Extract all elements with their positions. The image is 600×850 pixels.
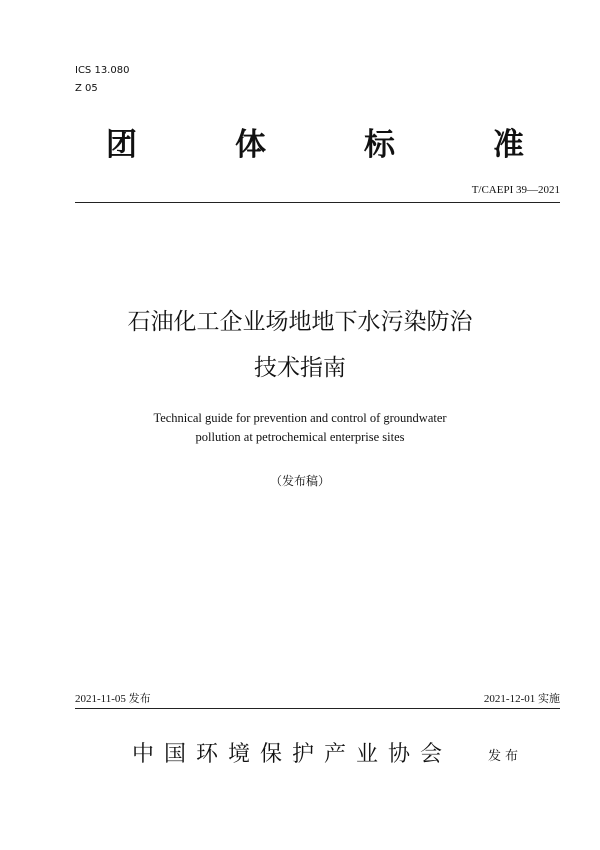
english-title-line-2: pollution at petrochemical enterprise sites <box>195 430 405 444</box>
category-char-3: 标 <box>364 127 395 163</box>
chinese-title-line-2: 技术指南 <box>254 355 346 381</box>
english-title-line-1: Technical guide for prevention and control of groundwater <box>153 411 447 425</box>
implement-date: 2021-12-01 实施 <box>483 693 560 705</box>
standard-category-heading <box>106 128 524 162</box>
draft-status: （发布稿） <box>269 474 330 488</box>
category-char-1: 团 <box>106 127 137 163</box>
chinese-title-line-1: 石油化工企业场地地下水污染防治 <box>127 309 473 335</box>
ics-code: ICS 13.080 <box>75 65 130 76</box>
publisher-name: 中国环境保护产业协会 <box>132 742 453 767</box>
top-divider <box>75 202 560 203</box>
category-char-4: 准 <box>493 127 524 163</box>
publisher-suffix: 发布 <box>488 749 523 764</box>
bottom-divider <box>75 708 560 709</box>
publish-date: 2021-11-05 发布 <box>75 693 151 705</box>
ccs-code: Z 05 <box>75 83 98 94</box>
category-char-2: 体 <box>235 127 266 163</box>
standard-number: T/CAEPI 39—2021 <box>471 184 560 196</box>
